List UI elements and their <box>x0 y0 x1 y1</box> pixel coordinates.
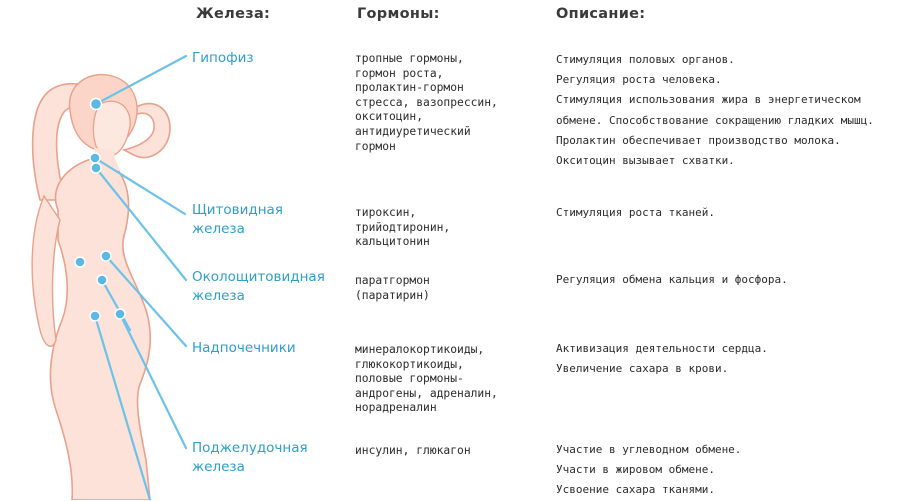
adrenal-dot-left <box>75 257 85 267</box>
hormone-line: инсулин, глюкагон <box>355 444 471 457</box>
kidney-dot <box>97 275 107 285</box>
female-figure <box>32 75 170 500</box>
arm-left <box>32 196 60 346</box>
description-thyroid <box>556 203 715 223</box>
hormone-line: пролактин-гормон <box>355 81 464 95</box>
hormone-line: гормон роста, <box>355 66 444 80</box>
gland-label-pancreas: Поджелудочная железа <box>192 440 308 475</box>
hormones-thyroid <box>355 206 450 250</box>
pituitary-dot <box>91 99 102 110</box>
hormone-line: половые гормоны- <box>355 372 464 386</box>
description-line: обмене. Способствование сокращению гладких мышц. <box>556 113 874 127</box>
hormone-line: паратгормон <box>355 274 430 287</box>
hormone-line: тропные гормоны, <box>355 52 464 65</box>
description-parathyroid <box>556 270 788 290</box>
thyroid-dot <box>90 153 100 163</box>
description-line: Увеличение сахара в крови. <box>556 362 729 376</box>
description-line: Регуляция обмена кальция и фосфора. <box>556 273 788 286</box>
description-line: Стимуляция половых органов. <box>556 53 735 66</box>
description-line: Стимуляция роста тканей. <box>556 206 715 219</box>
parathyroid-dot <box>91 163 101 173</box>
ovary-dot-left <box>90 311 100 321</box>
hormone-line: гормон <box>355 139 396 153</box>
gland-label-thyroid: Щитовидная железа <box>192 202 283 237</box>
description-adrenal <box>556 339 768 379</box>
description-pancreas <box>556 440 741 501</box>
description-pituitary <box>556 50 874 171</box>
gland-label-adrenal: Надпочечники <box>192 340 296 356</box>
hormone-line: трийодтиронин, <box>355 220 451 234</box>
description-line: Окситоцин вызывает схватки. <box>556 154 735 168</box>
gland-label-parathyroid: Околощитовидная железа <box>192 269 325 304</box>
gland-label-pituitary: Гипофиз <box>192 50 254 66</box>
hormone-line: стресса, вазопрессин, <box>355 95 498 109</box>
hormones-parathyroid <box>355 274 430 303</box>
hormone-line: андрогены, адреналин, <box>355 386 498 400</box>
description-line: Усвоение сахара тканями. <box>556 483 715 497</box>
hormones-pancreas <box>355 444 471 459</box>
description-line: Участи в жировом обмене. <box>556 463 715 477</box>
hormone-line: кальцитонин <box>355 235 430 249</box>
hormone-line: глюкокортикоиды, <box>355 357 464 371</box>
hormone-line: антидиуретический <box>355 124 471 138</box>
description-line: Регуляция роста человека. <box>556 73 722 87</box>
header-description: Описание: <box>556 6 646 22</box>
header-hormones: Гормоны: <box>357 6 440 22</box>
hormone-line: (паратирин) <box>355 288 430 302</box>
hormone-line: норадреналин <box>355 401 437 415</box>
hormones-adrenal <box>355 343 498 416</box>
ovary-dot-right <box>115 309 125 319</box>
adrenal-dot-right <box>101 251 111 261</box>
description-line: Активизация деятельности сердца. <box>556 342 768 355</box>
description-line: Пролактин обеспечивает производство молока. <box>556 133 841 147</box>
hormones-pituitary <box>355 52 498 154</box>
hormone-line: тироксин, <box>355 206 417 219</box>
header-gland: Железа: <box>196 6 271 22</box>
hormone-line: минералокортикоиды, <box>355 343 485 356</box>
hormone-line: окситоцин, <box>355 110 424 124</box>
description-line: Стимуляция использования жира в энергетическом <box>556 93 861 107</box>
description-line: Участие в углеводном обмене. <box>556 443 742 456</box>
